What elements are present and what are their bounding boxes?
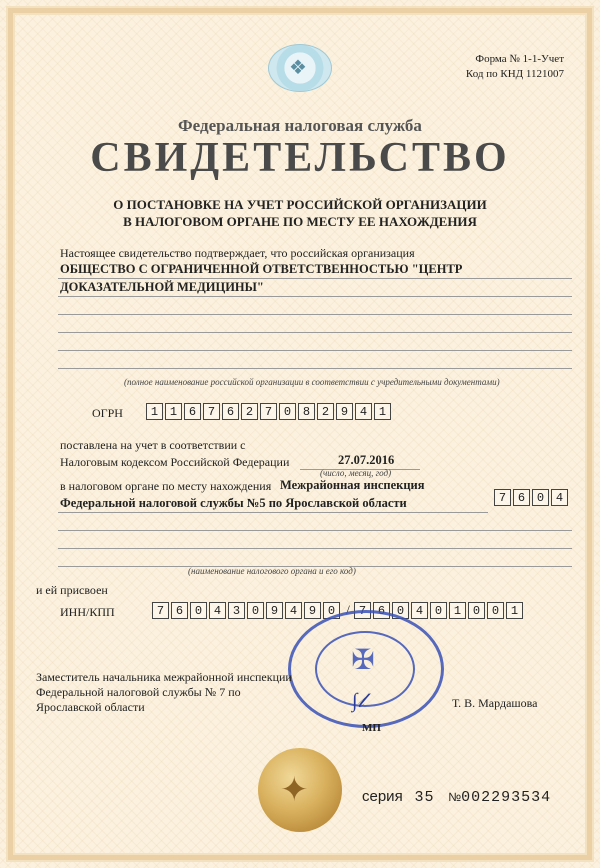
ogrn-digit: 1 <box>165 403 182 420</box>
ogrn-digit: 4 <box>355 403 372 420</box>
series-block <box>362 788 551 806</box>
ogrn-cells <box>146 403 393 420</box>
ogrn-digit: 1 <box>374 403 391 420</box>
form-number: Форма № 1-1-Учет <box>475 53 564 65</box>
line <box>58 368 572 369</box>
document-title: СВИДЕТЕЛЬСТВО <box>90 135 510 181</box>
organ-line-1: Межрайонная инспекция <box>280 478 425 492</box>
number-sign: № <box>448 790 462 804</box>
inn-digit: 0 <box>323 602 340 619</box>
date-caption: (число, месяц, год) <box>320 468 392 478</box>
document-subtitle <box>0 196 600 230</box>
series-number: 35 <box>414 789 435 806</box>
line <box>58 314 572 315</box>
line <box>58 278 572 279</box>
organ-code-cells <box>494 489 570 506</box>
line <box>58 350 572 351</box>
ogrn-digit: 6 <box>222 403 239 420</box>
document-number: 002293534 <box>461 789 552 806</box>
inn-digit: 7 <box>152 602 169 619</box>
service-name: Федеральная налоговая служба <box>178 116 422 135</box>
org-name-line-2: ДОКАЗАТЕЛЬНОЙ МЕДИЦИНЫ" <box>60 280 264 294</box>
ogrn-digit: 2 <box>317 403 334 420</box>
organ-code-digit: 4 <box>551 489 568 506</box>
kpp-digit: 7 <box>354 602 371 619</box>
inn-kpp-label: ИНН/КПП <box>60 605 115 619</box>
ogrn-label: ОГРН <box>92 406 123 420</box>
line <box>58 512 488 513</box>
signer-name: Т. В. Мардашова <box>452 696 538 710</box>
registration-line-1: поставлена на учет в соответствии с <box>60 438 246 452</box>
line <box>58 296 572 297</box>
organ-line-2: Федеральной налоговой службы №5 по Ярославской области <box>60 496 407 510</box>
signer-position <box>36 670 292 715</box>
gold-seal-icon: ✦ <box>258 748 342 832</box>
line <box>58 548 572 549</box>
inn-digit: 4 <box>285 602 302 619</box>
kpp-digit: 1 <box>449 602 466 619</box>
organ-prefix: в налоговом органе по месту нахождения <box>60 479 272 493</box>
ogrn-digit: 9 <box>336 403 353 420</box>
inn-digit: 9 <box>266 602 283 619</box>
ogrn-digit: 1 <box>146 403 163 420</box>
inn-digit: 0 <box>247 602 264 619</box>
registration-line-2: Налоговым кодексом Российской Федерации <box>60 455 290 469</box>
assigned-label: и ей присвоен <box>36 583 108 597</box>
hologram-emblem-icon: ❖ <box>268 44 332 92</box>
line <box>58 530 572 531</box>
kpp-digit: 1 <box>506 602 523 619</box>
ogrn-digit: 2 <box>241 403 258 420</box>
organ-code-digit: 0 <box>532 489 549 506</box>
official-stamp <box>288 610 444 728</box>
position-line-1: Заместитель начальника межрайонной инспекции <box>36 670 292 684</box>
line <box>58 332 572 333</box>
kpp-digit: 0 <box>430 602 447 619</box>
position-line-3: Ярославской области <box>36 700 145 714</box>
form-info <box>466 52 564 82</box>
mp-label: МП <box>362 722 381 734</box>
org-name-line-1: ОБЩЕСТВО С ОГРАНИЧЕННОЙ ОТВЕТСТВЕННОСТЬЮ "ЦЕНТР <box>60 262 463 276</box>
subtitle-line-1: О ПОСТАНОВКЕ НА УЧЕТ РОССИЙСКОЙ ОРГАНИЗАЦИИ <box>113 197 487 212</box>
kpp-digit: 0 <box>487 602 504 619</box>
org-caption: (полное наименование российской организации в соответствии с учредительными документами) <box>124 377 500 387</box>
kpp-digit: 0 <box>392 602 409 619</box>
series-label: серия <box>362 788 403 805</box>
ogrn-digit: 7 <box>203 403 220 420</box>
organ-caption: (наименование налогового органа и его код) <box>188 566 356 576</box>
inn-digit: 6 <box>171 602 188 619</box>
organ-code-digit: 6 <box>513 489 530 506</box>
inn-digit: 0 <box>190 602 207 619</box>
inn-digit: 4 <box>209 602 226 619</box>
kpp-digit: 4 <box>411 602 428 619</box>
ogrn-digit: 0 <box>279 403 296 420</box>
kpp-digit: 0 <box>468 602 485 619</box>
registration-date: 27.07.2016 <box>338 453 395 467</box>
ogrn-digit: 8 <box>298 403 315 420</box>
org-intro: Настоящее свидетельство подтверждает, что российская организация <box>60 246 415 260</box>
inn-kpp-separator: / <box>346 602 350 617</box>
ogrn-digit: 7 <box>260 403 277 420</box>
inn-digit: 3 <box>228 602 245 619</box>
eagle-emblem-icon: ✠ <box>351 645 375 676</box>
kpp-digit: 6 <box>373 602 390 619</box>
position-line-2: Федеральной налоговой службы № 7 по <box>36 685 241 699</box>
knd-code: Код по КНД 1121007 <box>465 68 564 80</box>
subtitle-line-2: В НАЛОГОВОМ ОРГАНЕ ПО МЕСТУ ЕЕ НАХОЖДЕНИЯ <box>123 214 477 229</box>
organ-code-digit: 7 <box>494 489 511 506</box>
handwritten-signature-icon: ∫𝓁 <box>352 690 365 712</box>
ogrn-digit: 6 <box>184 403 201 420</box>
inn-digit: 9 <box>304 602 321 619</box>
